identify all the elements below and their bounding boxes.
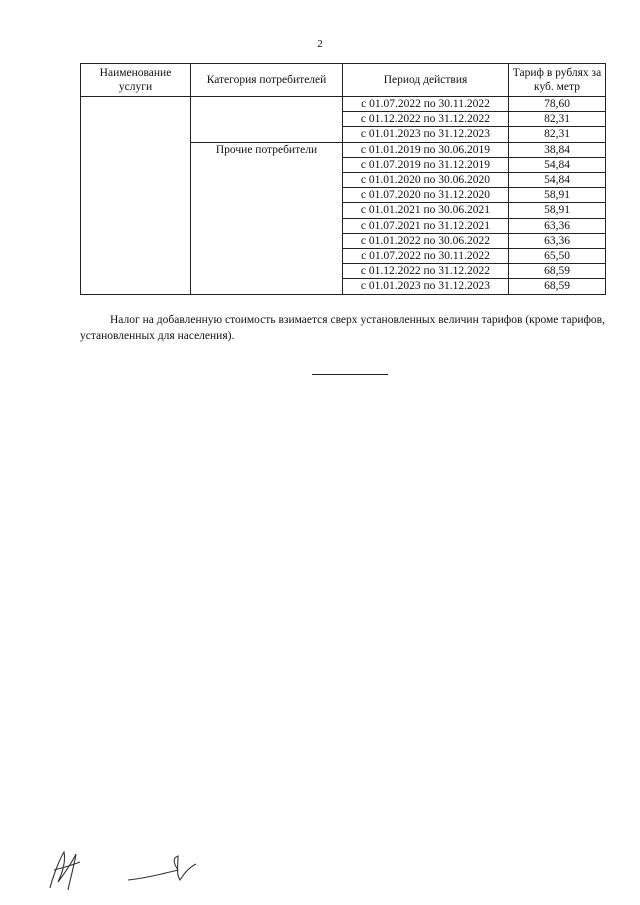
separator-line (312, 374, 388, 375)
period-cell: с 01.07.2021 по 31.12.2021 (343, 218, 509, 233)
period-cell: с 01.01.2020 по 30.06.2020 (343, 173, 509, 188)
tariff-cell: 65,50 (509, 249, 606, 264)
tariff-cell: 58,91 (509, 188, 606, 203)
service-cell (81, 97, 191, 295)
tariff-cell: 63,36 (509, 218, 606, 233)
tariff-cell: 54,84 (509, 173, 606, 188)
tariff-cell: 78,60 (509, 97, 606, 112)
signature-2 (128, 856, 196, 880)
category-cell-other-consumers: Прочие потребители (191, 142, 343, 294)
vat-note: Налог на добавленную стоимость взимается сверх установленных величин тарифов (кроме тарифов, установленных для населения). (80, 313, 605, 342)
period-cell: с 01.01.2022 по 30.06.2022 (343, 233, 509, 248)
period-cell: с 01.07.2020 по 31.12.2020 (343, 188, 509, 203)
period-cell: с 01.12.2022 по 31.12.2022 (343, 264, 509, 279)
table-row (81, 97, 606, 112)
tariff-cell: 68,59 (509, 279, 606, 294)
tariff-cell: 58,91 (509, 203, 606, 218)
period-cell: с 01.01.2021 по 30.06.2021 (343, 203, 509, 218)
tariff-cell: 54,84 (509, 157, 606, 172)
header-period: Период действия (343, 64, 509, 97)
header-category: Категория потребителей (191, 64, 343, 97)
period-cell: с 01.07.2022 по 30.11.2022 (343, 97, 509, 112)
table-header-row (81, 64, 606, 97)
page-number: 2 (317, 38, 323, 50)
period-cell: с 01.01.2023 по 31.12.2023 (343, 279, 509, 294)
period-cell: с 01.07.2022 по 30.11.2022 (343, 249, 509, 264)
period-cell: с 01.12.2022 по 31.12.2022 (343, 112, 509, 127)
tariff-cell: 63,36 (509, 233, 606, 248)
tariff-cell: 82,31 (509, 127, 606, 142)
period-cell: с 01.07.2019 по 31.12.2019 (343, 157, 509, 172)
handwritten-signatures (28, 840, 228, 900)
period-cell: с 01.01.2019 по 30.06.2019 (343, 142, 509, 157)
period-cell: с 01.01.2023 по 31.12.2023 (343, 127, 509, 142)
tariff-cell: 68,59 (509, 264, 606, 279)
tariff-cell: 38,84 (509, 142, 606, 157)
tariff-table (80, 63, 606, 295)
header-service: Наименование услуги (81, 64, 191, 97)
tariff-cell: 82,31 (509, 112, 606, 127)
category-cell-continued (191, 97, 343, 143)
signature-1 (50, 852, 80, 890)
header-tariff: Тариф в рублях за куб. метр (509, 64, 606, 97)
